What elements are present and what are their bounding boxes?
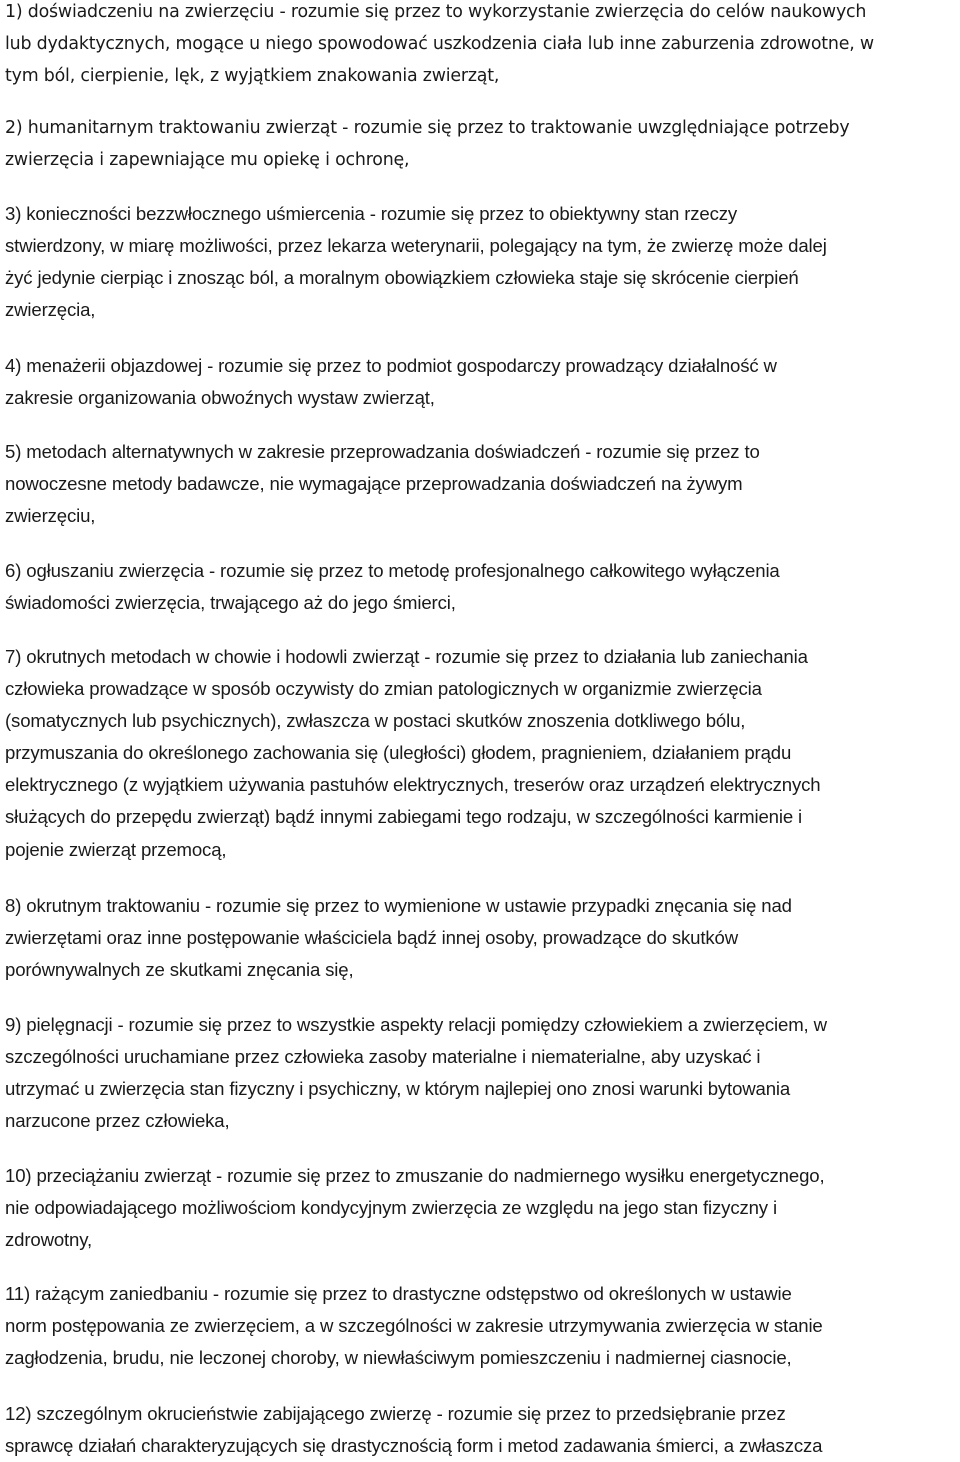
text-line: przymuszania do określonego zachowania się (uległości) głodem, pragnieniem, działaniem prądu — [5, 742, 792, 764]
text-line: 3) konieczności bezzwłocznego uśmiercenia - rozumie się przez to obiektywny stan rzeczy — [5, 203, 738, 224]
definition-item-7 — [5, 641, 820, 866]
text-line: zagłodzenia, brudu, nie leczonej choroby, w niewłaściwym pomieszczeniu i nadmiernej ciasnocie, — [5, 1347, 792, 1369]
text-line: 9) pielęgnacji - rozumie się przez to wszystkie aspekty relacji pomiędzy człowiekiem a zwierzęciem, w — [5, 1014, 827, 1035]
definition-item-4 — [5, 350, 777, 414]
text-line: zdrowotny, — [5, 1229, 93, 1251]
definition-item-6 — [5, 555, 780, 619]
definition-item-12 — [5, 1398, 822, 1462]
text-line: nie odpowiadającego możliwościom kondycyjnym zwierzęcia ze względu na jego stan fizyczny i — [5, 1197, 777, 1219]
text-line: 12) szczególnym okrucieństwie zabijającego zwierzę - rozumie się przez to przedsiębranie przez — [5, 1403, 786, 1424]
text-line: 7) okrutnych metodach w chowie i hodowli zwierząt - rozumie się przez to działania lub zaniechania — [5, 646, 808, 667]
definition-item-10 — [5, 1160, 824, 1256]
text-line: zakresie organizowania obwoźnych wystaw zwierząt, — [5, 387, 435, 409]
text-line: lub dydaktycznych, mogące u niego spowodować uszkodzenia ciała lub inne zaburzenia zdrowotne, w — [5, 34, 874, 54]
definition-item-3 — [5, 198, 827, 326]
text-line: narzucone przez człowieka, — [5, 1110, 230, 1132]
text-line: porównywalnych ze skutkami znęcania się, — [5, 959, 354, 981]
text-line: pojenie zwierząt przemocą, — [5, 838, 227, 860]
text-line: szczególności uruchamiane przez człowieka zasoby materialne i niematerialne, aby uzyskać i — [5, 1046, 761, 1068]
definition-item-9 — [5, 1009, 827, 1137]
text-line: 6) ogłuszaniu zwierzęcia - rozumie się przez to metodę profesjonalnego całkowitego wyłączenia — [5, 560, 780, 581]
text-line: nowoczesne metody badawcze, nie wymagające przeprowadzania doświadczeń na żywym — [5, 473, 743, 495]
text-line: zwierzęciu, — [5, 505, 96, 527]
text-line: służących do przepędu zwierząt) bądź innymi zabiegami tego rodzaju, w szczególności karmienie i — [5, 806, 803, 828]
text-line: świadomości zwierzęcia, trwającego aż do jego śmierci, — [5, 592, 456, 614]
text-line: elektrycznego (z wyjątkiem używania pastuhów elektrycznych, treserów oraz urządzeń elektrycznych — [5, 774, 821, 796]
text-line: 2) humanitarnym traktowaniu zwierząt - rozumie się przez to traktowanie uwzględniające potrzeby — [5, 118, 850, 138]
definition-item-8 — [5, 890, 792, 986]
text-line: norm postępowania ze zwierzęciem, a w szczególności w zakresie utrzymywania zwierzęcia w stanie — [5, 1315, 823, 1337]
text-line: zwierzęcia i zapewniające mu opiekę i ochronę, — [5, 150, 410, 170]
text-line: 10) przeciążaniu zwierząt - rozumie się przez to zmuszanie do nadmiernego wysiłku energetycznego, — [5, 1165, 825, 1186]
text-line: zwierzęcia, — [5, 299, 96, 321]
text-line: sprawcę działań charakteryzujących się drastycznością form i metod zadawania śmierci, a zwłaszcza — [5, 1435, 823, 1457]
text-line: żyć jedynie cierpiąc i znosząc ból, a moralnym obowiązkiem człowieka staje się skrócenie cierpień — [5, 267, 799, 289]
text-line: tym ból, cierpienie, lęk, z wyjątkiem znakowania zwierząt, — [5, 66, 500, 86]
definition-item-11 — [5, 1278, 823, 1374]
text-line: (somatycznych lub psychicznych), zwłaszcza w postaci skutków znoszenia dotkliwego bólu, — [5, 710, 746, 732]
text-line: 5) metodach alternatywnych w zakresie przeprowadzania doświadczeń - rozumie się przez to — [5, 441, 760, 462]
definition-item-1 — [5, 0, 874, 92]
text-line: 1) doświadczeniu na zwierzęciu - rozumie się przez to wykorzystanie zwierzęcia do celów naukowych — [5, 2, 867, 22]
definition-item-5 — [5, 436, 760, 532]
text-line: utrzymać u zwierzęcia stan fizyczny i psychiczny, w którym najlepiej ono znosi warunki bytowania — [5, 1078, 791, 1100]
definition-item-2 — [5, 112, 849, 176]
text-line: 8) okrutnym traktowaniu - rozumie się przez to wymienione w ustawie przypadki znęcania się nad — [5, 895, 792, 916]
text-line: 4) menażerii objazdowej - rozumie się przez to podmiot gospodarczy prowadzący działalność w — [5, 355, 777, 376]
text-line: stwierdzony, w miarę możliwości, przez lekarza weterynarii, polegający na tym, że zwierzę może dalej — [5, 235, 827, 257]
text-line: zwierzętami oraz inne postępowanie właściciela bądź innej osoby, prowadzące do skutków — [5, 927, 738, 949]
text-line: człowieka prowadzące w sposób oczywisty do zmian patologicznych w organizmie zwierzęcia — [5, 678, 762, 700]
text-line: 11) rażącym zaniedbaniu - rozumie się przez to drastyczne odstępstwo od określonych w ustawie — [5, 1283, 792, 1304]
